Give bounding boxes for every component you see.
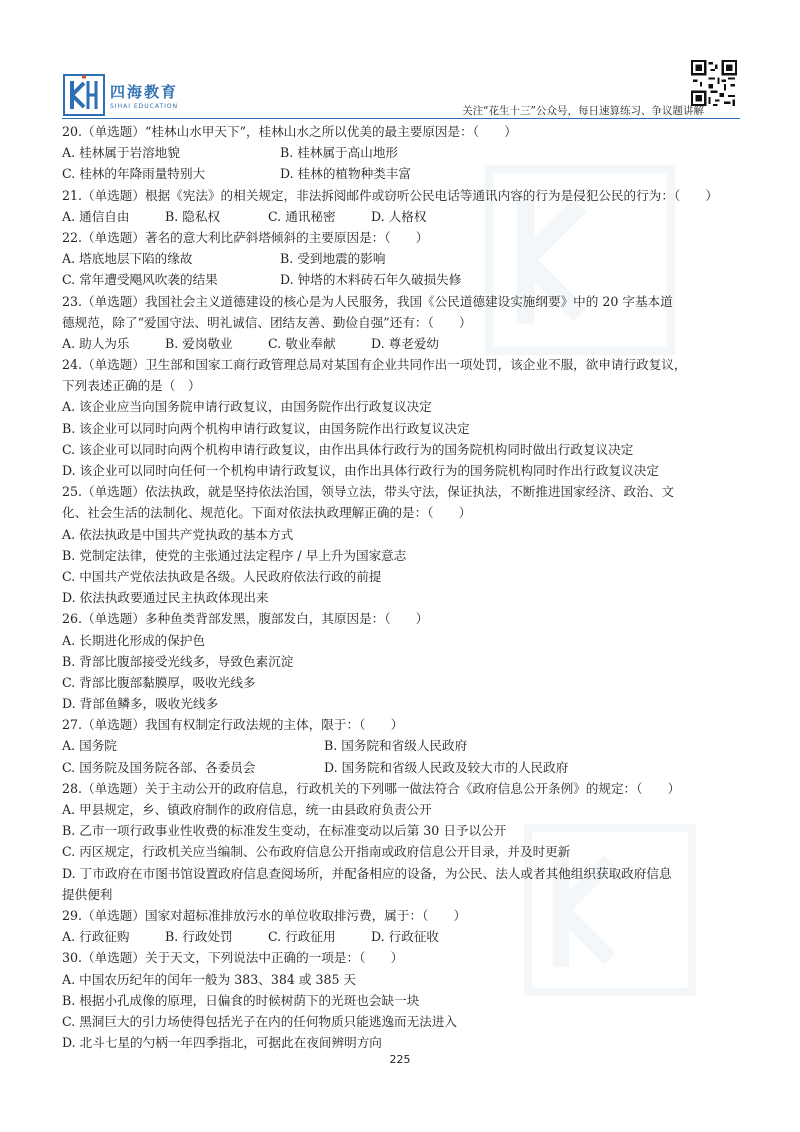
answer-option: C. 该企业可以同时向两个机构申请行政复议，由作出具体行政行为的国务院机构同时做出行政复议决定 <box>62 441 634 457</box>
answer-option: A. 通信自由 <box>62 208 130 224</box>
option-row <box>62 757 742 778</box>
answer-option: A. 国务院 <box>62 738 117 754</box>
header-note: 关注“花生十三”公众号，每日速算练习、争议题讲解 <box>462 105 704 117</box>
answer-option: B. 背部比腹部接受光线多，导致色素沉淀 <box>62 653 294 669</box>
question-block <box>62 778 742 905</box>
question-block <box>62 227 742 291</box>
option-row <box>62 333 742 354</box>
qr-code-icon <box>691 60 737 106</box>
answer-option: B. 党制定法律，使党的主张通过法定程序 / 早上升为国家意志 <box>62 547 407 563</box>
answer-option: D. 该企业可以同时向任何一个机构申请行政复议，由作出具体行政行为的国务院机构同时作出行政复议决定 <box>62 463 659 478</box>
answer-option: C. 背部比腹部黏膜厚，吸收光线多 <box>62 674 256 690</box>
question-stem: 28.（单选题）关于主动公开的政府信息，行政机关的下列哪一做法符合《政府信息公开条例》的规定：（ ） <box>62 780 681 796</box>
question-stem: 25.（单选题）依法执政，就是坚持依法治国，领导立法，带头守法，保证执法，不断推进国家经济、政治、文 <box>62 484 674 500</box>
page-number: 225 <box>389 1053 411 1066</box>
answer-option: B. 隐私权 <box>165 208 221 224</box>
answer-option: B. 该企业可以同时向两个机构申请行政复议，由国务院作出行政复议决定 <box>62 420 470 436</box>
answer-option: D. 国务院和省级人民政及较大市的人民政府 <box>324 759 569 775</box>
answer-option: A. 行政征购 <box>62 929 130 945</box>
logo-title: 四海教育 <box>110 82 179 101</box>
answer-option: A. 依法执政是中国共产党执政的基本方式 <box>62 526 294 542</box>
answer-option: D. 丁市政府在市图书馆设置政府信息查阅场所，并配备相应的设备，为公民、法人或者其他组织获取政府信息 <box>62 865 672 881</box>
answer-option: B. 国务院和省级人民政府 <box>324 738 468 754</box>
answer-option: C. 通讯秘密 <box>268 208 336 224</box>
page-header <box>0 0 800 122</box>
question-block <box>62 714 742 778</box>
question-stem: 26.（单选题）多种鱼类背部发黑，腹部发白，其原因是：（ ） <box>62 611 429 627</box>
answer-option: A. 长期进化形成的保护色 <box>62 632 206 648</box>
question-block <box>62 905 742 947</box>
question-block <box>62 947 742 1053</box>
option-row <box>62 735 742 756</box>
answer-option: D. 尊老爱幼 <box>371 335 440 351</box>
question-stem: 德规范，除了“爱国守法、明礼诚信、团结友善、勤俭自强”还有：（ ） <box>62 314 472 330</box>
question-block <box>62 121 742 185</box>
sihai-logo-icon <box>62 73 106 117</box>
answer-option: D. 人格权 <box>371 208 427 224</box>
answer-option: C. 常年遭受飓风吹袭的结果 <box>62 272 218 288</box>
question-stem: 21.（单选题）根据《宪法》的相关规定，非法拆阅邮件或窃听公民电话等通讯内容的行为是侵犯公民的行为：（ ） <box>62 187 719 203</box>
answer-option: D. 依法执政要通过民主执政体现出来 <box>62 590 269 606</box>
answer-option: A. 桂林属于岩溶地貌 <box>62 145 180 161</box>
answer-option: A. 助人为乐 <box>62 335 130 351</box>
answer-option: 提供便利 <box>62 886 113 902</box>
answer-option: C. 中国共产党依法执政是各级。人民政府依法行政的前提 <box>62 568 382 584</box>
question-stem: 27.（单选题）我国有权制定行政法规的主体，限于：（ ） <box>62 717 404 733</box>
answer-option: B. 受到地震的影响 <box>280 251 386 267</box>
option-row <box>62 142 742 163</box>
question-stem: 下列表述正确的是（ ） <box>62 378 201 394</box>
question-stem: 30.（单选题）关于天文，下列说法中正确的一项是：（ ） <box>62 950 404 966</box>
question-stem: 化、社会生活的法制化、规范化。下面对依法执政理解正确的是：（ ） <box>62 505 472 521</box>
answer-option: B. 桂林属于高山地形 <box>280 145 399 161</box>
question-stem: 29.（单选题）国家对超标准排放污水的单位收取排污费，属于：（ ） <box>62 907 467 923</box>
answer-option: B. 行政处罚 <box>165 929 233 945</box>
answer-option: A. 塔底地层下陷的缘故 <box>62 251 193 267</box>
option-row <box>62 248 742 269</box>
header-divider <box>62 118 740 119</box>
question-stem: 22.（单选题）著名的意大利比萨斜塔倾斜的主要原因是：（ ） <box>62 229 429 245</box>
question-block <box>62 185 742 227</box>
answer-option: A. 该企业应当向国务院申请行政复议，由国务院作出行政复议决定 <box>62 399 432 415</box>
question-block <box>62 354 742 481</box>
answer-option: C. 丙区规定，行政机关应当编制、公布政府信息公开指南或政府信息公开目录，并及时更新 <box>62 844 571 860</box>
answer-option: B. 爱岗敬业 <box>165 335 233 351</box>
question-stem: 24.（单选题）卫生部和国家工商行政管理总局对某国有企业共同作出一项处罚，该企业不服，欲申请行政复议， <box>62 357 687 373</box>
option-row <box>62 206 742 227</box>
answer-option: B. 乙市一项行政事业性收费的标准发生变动，在标准变动以后第 30 日予以公开 <box>62 823 507 839</box>
question-stem: 20.（单选题）“桂林山水甲天下”，桂林山水之所以优美的最主要原因是：（ ） <box>62 124 517 139</box>
answer-option: C. 国务院及国务院各部、各委员会 <box>62 759 256 775</box>
question-block <box>62 481 742 608</box>
logo-subtitle: SIHAI EDUCATION <box>110 102 179 110</box>
answer-option: D. 背部鱼鳞多，吸收光线多 <box>62 696 219 712</box>
answer-option: D. 北斗七星的勺柄一年四季指北，可据此在夜间辨明方向 <box>62 1035 382 1051</box>
answer-option: C. 行政征用 <box>268 929 336 945</box>
answer-option: D. 行政征收 <box>371 929 440 945</box>
answer-option: D. 钟塔的木料砖石年久破损失修 <box>280 272 462 288</box>
option-row <box>62 269 742 290</box>
question-stem: 23.（单选题）我国社会主义道德建设的核心是为人民服务，我国《公民道德建设实施纲要》中的 20 字基本道 <box>62 293 673 309</box>
answer-option: D. 桂林的植物种类丰富 <box>280 166 411 182</box>
option-row <box>62 163 742 184</box>
answer-option: C. 敬业奉献 <box>268 335 336 351</box>
logo <box>62 73 178 117</box>
question-block <box>62 291 742 355</box>
answer-option: A. 甲县规定，乡、镇政府制作的政府信息，统一由县政府负责公开 <box>62 802 432 817</box>
option-row <box>62 926 742 947</box>
answer-option: C. 桂林的年降雨量特别大 <box>62 166 206 182</box>
answer-option: A. 中国农历纪年的闰年一般为 383、384 或 385 天 <box>62 971 357 987</box>
answer-option: B. 根据小孔成像的原理，日偏食的时候树荫下的光斑也会缺一块 <box>62 992 420 1008</box>
question-list <box>62 121 742 1053</box>
answer-option: C. 黑洞巨大的引力场使得包括光子在内的任何物质只能逃逸而无法进入 <box>62 1013 458 1029</box>
question-block <box>62 608 742 714</box>
